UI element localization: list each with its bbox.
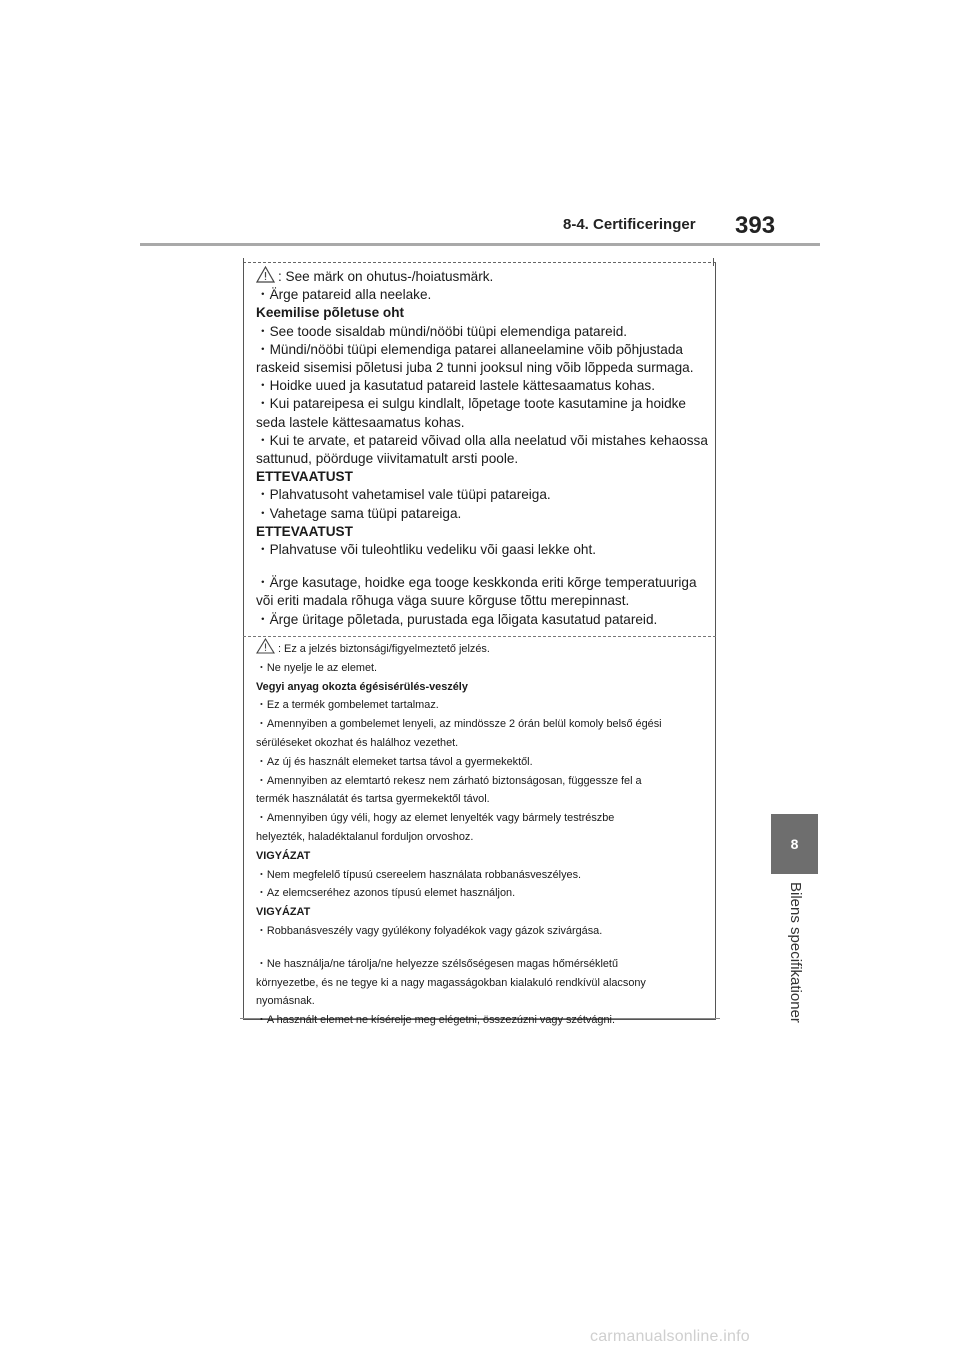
text-line: või eriti madala rõhuga väga suure kõrguse tõttu merepinnast.: [256, 593, 630, 609]
text-line: ・Plahvatusoht vahetamisel vale tüüpi patareiga.: [256, 487, 551, 503]
text-line: ・Amennyiben úgy véli, hogy az elemet lenyelték vagy bármely testrészbe: [256, 812, 615, 825]
section-heading: Vegyi anyag okozta égésisérülés-veszély: [256, 680, 468, 693]
hungarian-section: [256, 638, 711, 1030]
warning-triangle-icon: [256, 638, 275, 654]
text-line: sérüléseket okozhat és halálhoz vezethet.: [256, 736, 459, 749]
safety-symbol-line: : See märk on ohutus-/hoiatusmärk.: [256, 266, 711, 286]
section-divider: [243, 636, 716, 637]
box-tick-right: [713, 258, 714, 266]
chapter-number: 8: [790, 836, 799, 852]
text-line: ・Ärge üritage põletada, purustada ega lõigata kasutatud patareid.: [256, 611, 658, 627]
caution-heading: ETTEVAATUST: [256, 523, 353, 539]
caution-heading: ETTEVAATUST: [256, 469, 353, 485]
warning-triangle-icon: [256, 266, 275, 283]
text-line: nyomásnak.: [256, 995, 315, 1008]
text-line: helyezték, haladéktalanul forduljon orvoshoz.: [256, 830, 474, 843]
text-line: környezetbe, és ne tegye ki a nagy magasságokban kialakuló rendkívül alacsony: [256, 976, 646, 989]
text-line: ・Ärge kasutage, hoidke ega tooge keskkonda eriti kõrge temperatuuriga: [256, 575, 697, 591]
text-line: ・Ne nyelje le az elemet.: [256, 661, 378, 674]
chapter-tab: [771, 814, 818, 874]
text-line: ・Az új és használt elemeket tartsa távol a gyermekektől.: [256, 755, 533, 768]
page-number: 393: [735, 212, 776, 239]
text-line: ・Hoidke uued ja kasutatud patareid lastele kättesaamatus kohas.: [256, 378, 655, 394]
caution-heading: VIGYÁZAT: [256, 906, 311, 919]
text-line: ・Nem megfelelő típusú csereelem használata robbanásveszélyes.: [256, 868, 582, 881]
text-line: sattunud, pöörduge viivitamatult arsti poole.: [256, 451, 519, 467]
text-line: ・Mündi/nööbi tüüpi elemendiga patarei allaneelamine võib põhjustada: [256, 341, 683, 357]
box-tick-left: [243, 258, 244, 266]
text-line: ・Ärge patareid alla neelake.: [256, 287, 432, 303]
top-dashed-rule: [243, 262, 716, 263]
caution-heading: VIGYÁZAT: [256, 849, 311, 862]
safety-symbol-line: : Ez a jelzés biztonsági/figyelmeztető jelzés.: [256, 638, 711, 659]
text-line: ・A használt elemet ne kísérelje meg elégetni, összezúzni vagy szétvágni.: [256, 1014, 615, 1027]
text-line: seda lastele kättesaamatus kohas.: [256, 414, 465, 430]
text-line: ・Ne használja/ne tárolja/ne helyezze szélsőségesen magas hőmérsékletű: [256, 957, 619, 970]
header-rule: [140, 243, 820, 246]
text-line: ・See toode sisaldab mündi/nööbi tüüpi elemendiga patareid.: [256, 323, 628, 339]
section-heading: Keemilise põletuse oht: [256, 305, 405, 321]
text-line: ・Amennyiben az elemtartó rekesz nem zárható biztonságosan, függessze fel a: [256, 774, 642, 787]
text-line: ・Kui te arvate, et patareid võivad olla alla neelatud või mistahes kehaossa: [256, 432, 708, 448]
text-line: ・Plahvatuse või tuleohtliku vedeliku või gaasi lekke oht.: [256, 542, 597, 558]
text-line: ・Robbanásveszély vagy gyúlékony folyadékok vagy gázok szivárgása.: [256, 924, 603, 937]
text-line: ・Amennyiben a gombelemet lenyeli, az mindössze 2 órán belül komoly belső égési: [256, 718, 662, 731]
text-line: ・Ez a termék gombelemet tartalmaz.: [256, 699, 439, 712]
text-line: termék használatát és tartsa gyermekektől távol.: [256, 793, 490, 806]
text-line: ・Az elemcseréhez azonos típusú elemet használjon.: [256, 887, 516, 900]
section-title: 8-4. Certificeringer: [563, 216, 696, 233]
estonian-section: [256, 266, 711, 629]
watermark: carmanualsonline.info: [590, 1328, 750, 1345]
chapter-label: Bilens specifikationer: [787, 882, 804, 1023]
text-line: ・Vahetage sama tüüpi patareiga.: [256, 505, 462, 521]
text-line: raskeid sisemisi põletusi juba 2 tunni jooksul ning võib lõppeda surmaga.: [256, 360, 694, 376]
text-line: ・Kui patareipesa ei sulgu kindlalt, lõpetage toote kasutamine ja hoidke: [256, 396, 686, 412]
